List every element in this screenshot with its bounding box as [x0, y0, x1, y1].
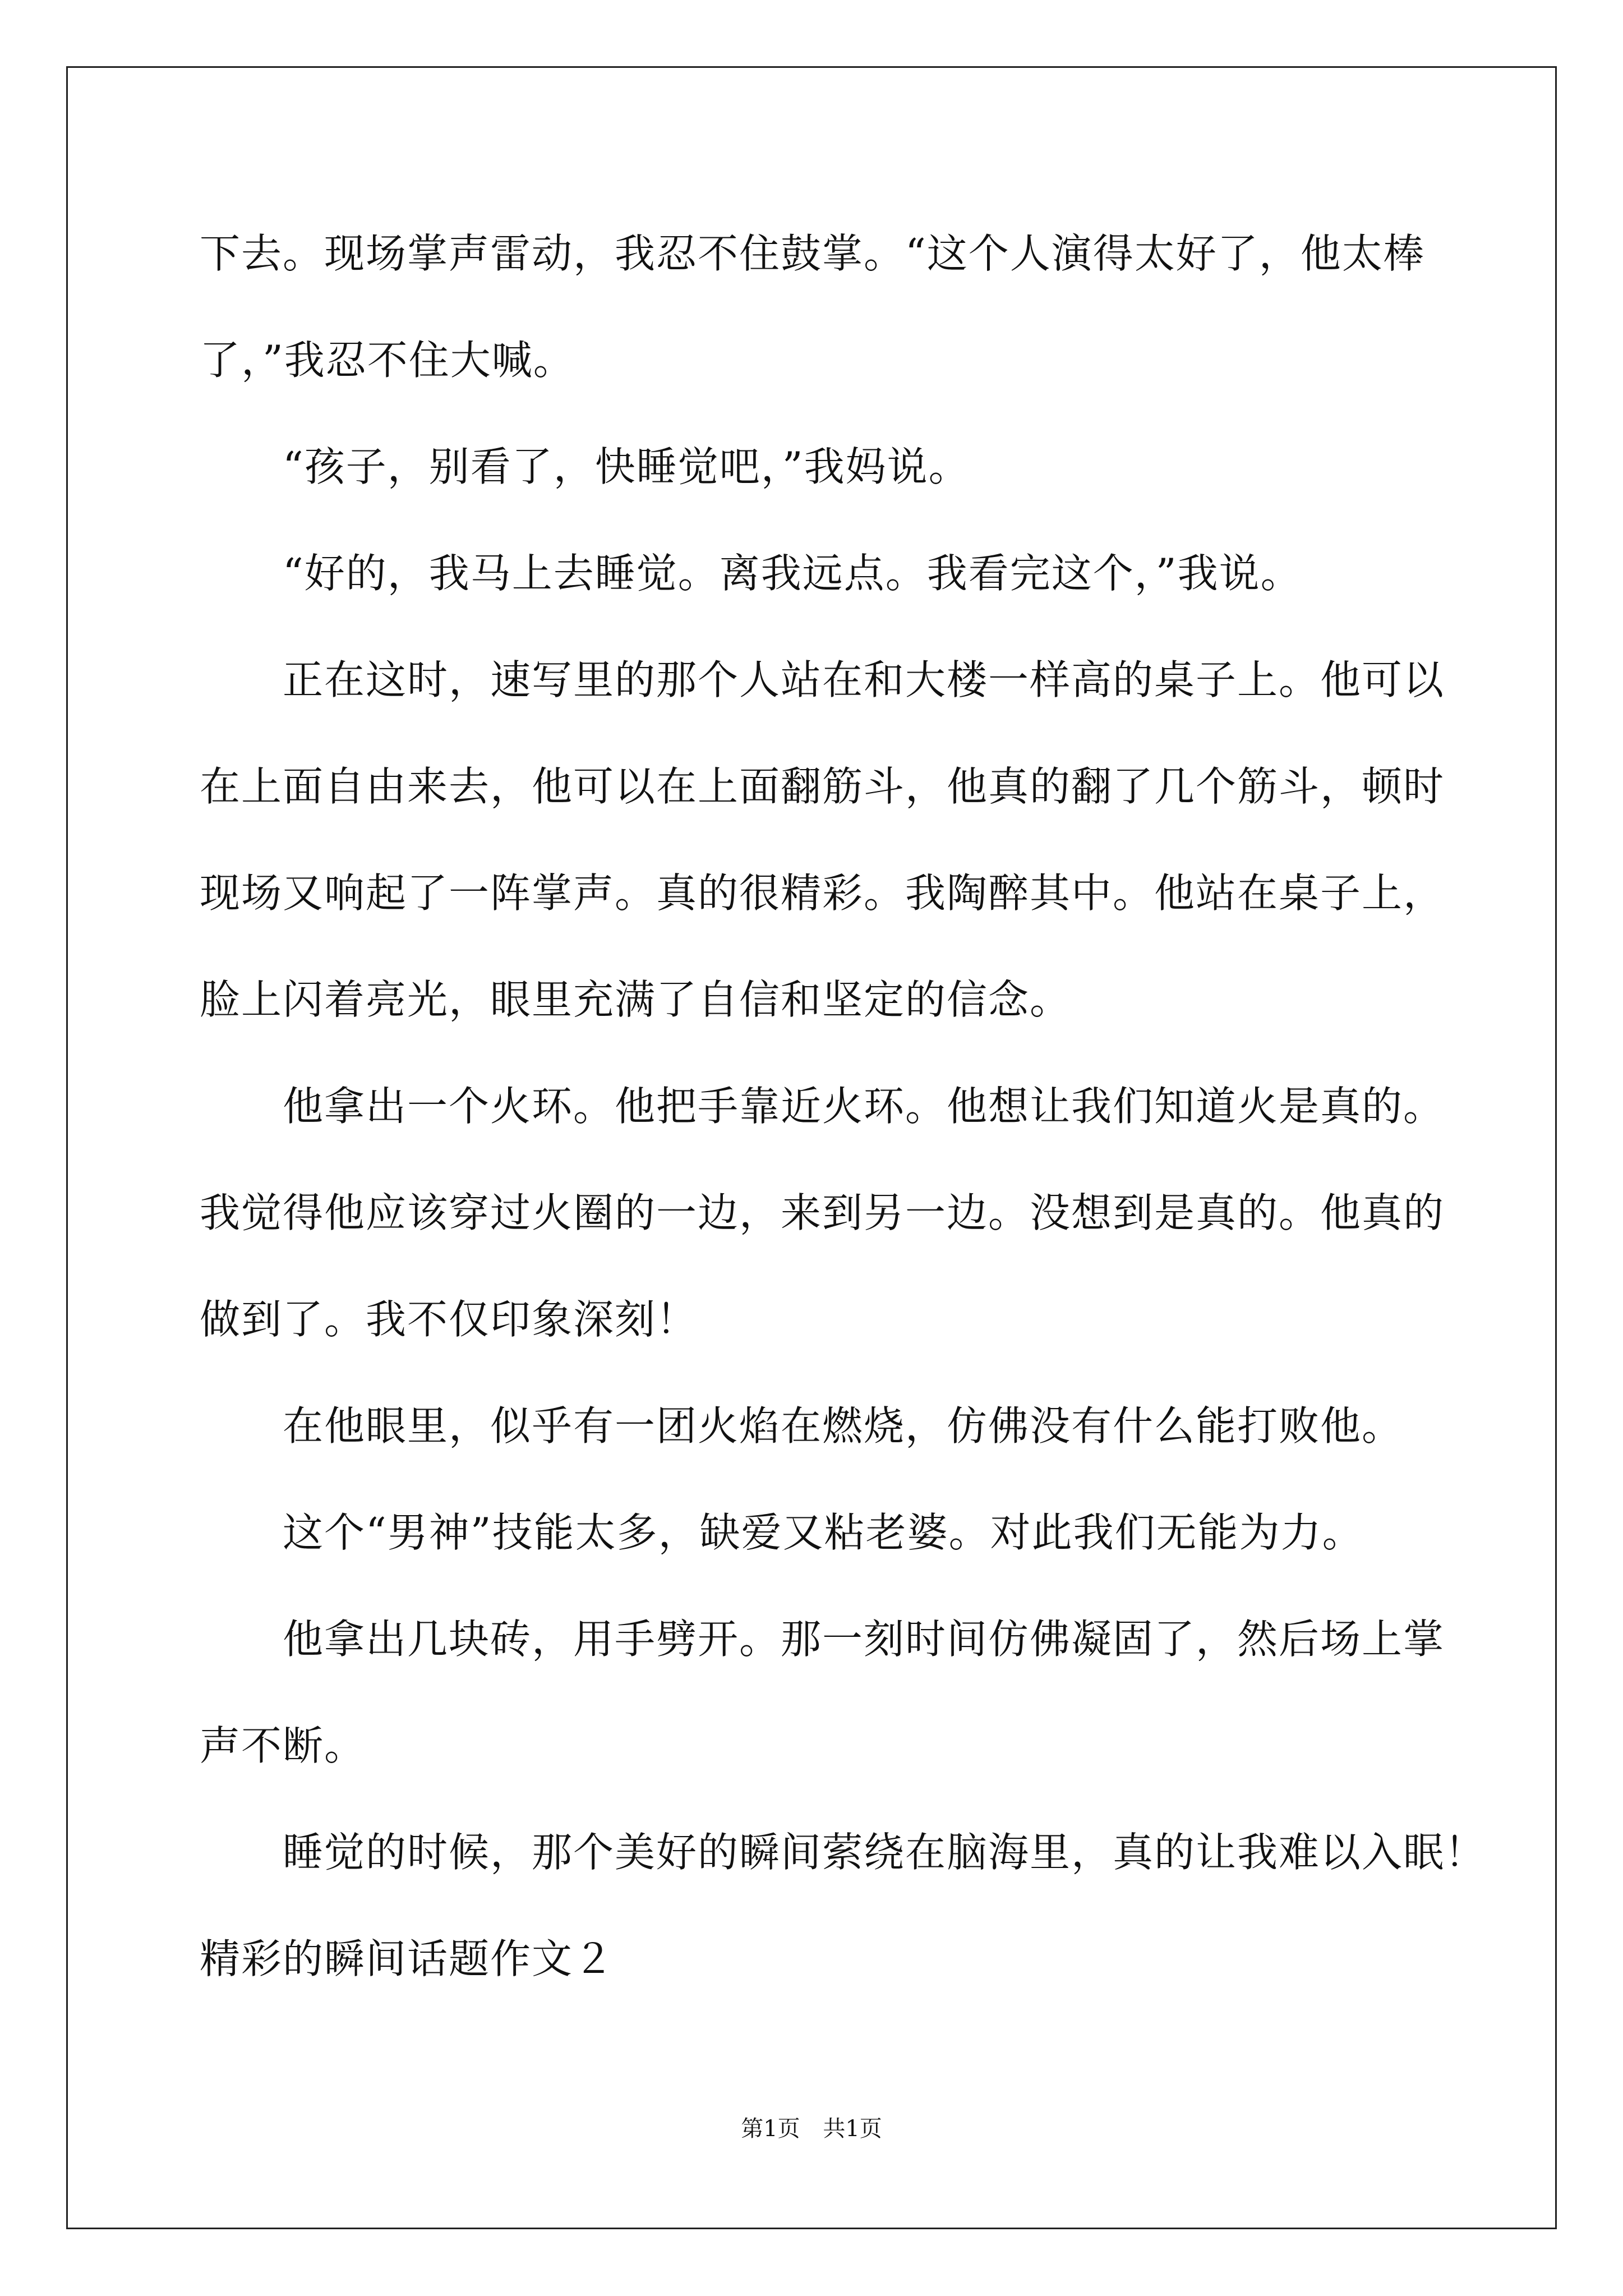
page-number-total: 共1页 — [823, 2116, 882, 2142]
text-line: 在他眼里，似乎有一团火焰在燃烧，仿佛没有什么能打败他。 — [283, 1402, 1404, 1450]
text-line: 下去。现场掌声雷动，我忍不住鼓掌。“这个人演得太好了，他太棒 — [200, 230, 1425, 277]
text-line: 他拿出一个火环。他把手靠近火环。他想让我们知道火是真的。 — [283, 1083, 1445, 1130]
text-line: 睡觉的时候，那个美好的瞬间萦绕在脑海里，真的让我难以入眠！ — [283, 1829, 1487, 1876]
text-line: 现场又响起了一阵掌声。真的很精彩。我陶醉其中。他站在桌子上， — [200, 869, 1445, 917]
text-line: “孩子，别看了，快睡觉吧，”我妈说。 — [283, 443, 970, 490]
text-line: 脸上闪着亮光，眼里充满了自信和坚定的信念。 — [200, 976, 1072, 1023]
text-line: 做到了。我不仅印象深刻！ — [200, 1296, 698, 1343]
text-line: 在上面自由来去，他可以在上面翻筋斗，他真的翻了几个筋斗，顿时 — [200, 763, 1445, 810]
text-line: “好的，我马上去睡觉。离我远点。我看完这个，”我说。 — [283, 550, 1302, 597]
page-footer — [0, 2112, 1623, 2146]
page-number-current: 第1页 — [741, 2116, 800, 2142]
text-line: 这个“男神”技能太多，缺爱又粘老婆。对此我们无能为力。 — [283, 1509, 1364, 1556]
text-line: 声不断。 — [200, 1722, 366, 1769]
text-line: 他拿出几块砖，用手劈开。那一刻时间仿佛凝固了，然后场上掌 — [283, 1616, 1445, 1663]
section-heading: 精彩的瞬间话题作文２ — [200, 1935, 615, 1982]
text-line: 正在这时，速写里的那个人站在和大楼一样高的桌子上。他可以 — [283, 656, 1445, 703]
text-line: 了，”我忍不住大喊。 — [200, 337, 575, 384]
text-line: 我觉得他应该穿过火圈的一边，来到另一边。没想到是真的。他真的 — [200, 1189, 1445, 1236]
document-body — [200, 200, 1487, 2012]
